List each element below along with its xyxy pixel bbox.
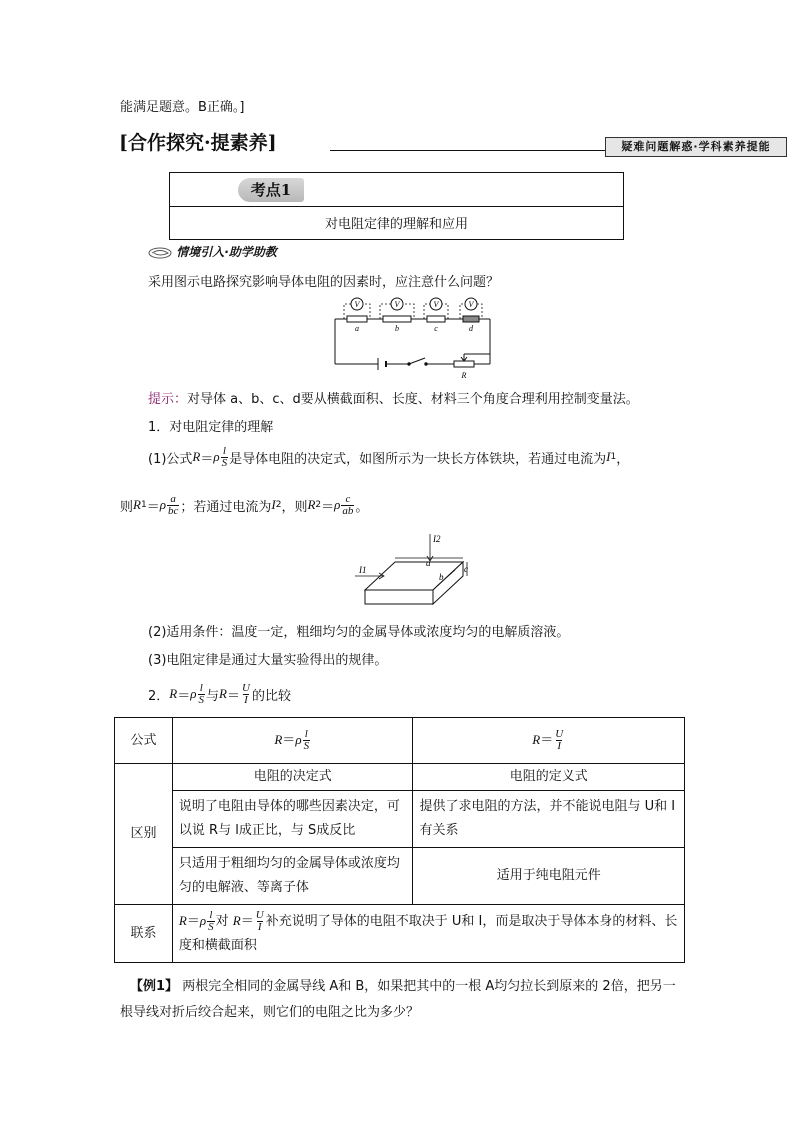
table-row <box>115 905 685 963</box>
fraction-U-over-I <box>241 683 251 706</box>
frac-num: l <box>222 444 226 457</box>
formula-line-2 <box>120 488 368 522</box>
example-text: 两根完全相同的金属导线 A和 B，如果把其中的一根 A均匀拉长到原来的 2倍，把另一根导线对折后绞合起来，则它们的电阻之比为多少？ <box>120 979 676 1020</box>
kaodian-title: 对电阻定律的理解和应用 <box>324 217 468 232</box>
resistor-label: c <box>434 324 438 333</box>
fraction-a-over-bc <box>167 494 179 517</box>
text-fragment: ；若通过电流为 <box>180 499 272 515</box>
frac-num: U <box>555 728 564 740</box>
resistor-b <box>383 316 411 322</box>
hint-text: 对导体 a、b、c、d要从横截面积、长度、材料三个角度合理利用控制变量法。 <box>187 392 639 407</box>
text-fragment: (1)公式 <box>148 451 193 467</box>
math-sub: 1 <box>140 500 147 510</box>
example-paragraph <box>120 974 685 1026</box>
text-fragment: 则 <box>120 499 134 515</box>
math-symbol: I <box>606 449 611 464</box>
rheostat-icon <box>454 354 490 367</box>
frac-den: ab <box>342 504 354 517</box>
math-symbol: ＝ <box>177 688 191 704</box>
fraction-l-over-S <box>221 446 229 469</box>
fraction-l-over-S <box>303 729 311 752</box>
resistor-label: d <box>469 324 473 333</box>
math-symbol: ＝ <box>226 688 240 704</box>
iron-block-diagram <box>355 530 475 610</box>
circuit-diagram <box>330 294 495 380</box>
voltmeter-label: V <box>394 300 400 309</box>
dimension-label: c <box>464 564 468 574</box>
kaodian-box <box>169 172 624 240</box>
frac-num: U <box>255 909 264 921</box>
math-symbol: R <box>169 686 178 701</box>
math-symbol: ρ <box>334 497 341 512</box>
section-title: [合作探究·提素养] <box>119 132 277 154</box>
math-sub: 2 <box>315 500 322 510</box>
comparison-table <box>114 717 685 963</box>
math-symbol: ＝ <box>240 914 254 929</box>
switch-icon <box>408 358 427 365</box>
voltmeter-label: V <box>433 300 439 309</box>
fraction-l-over-S <box>207 910 215 933</box>
heading-2 <box>148 677 291 711</box>
text-fragment: 。 <box>355 499 369 515</box>
math-sub: 1 <box>610 452 617 462</box>
math-symbol: R <box>232 913 241 928</box>
table-cell: 说明了电阻由导体的哪些因素决定，可以说 R与 l成正比，与 S成反比 <box>172 791 413 848</box>
condition-text: (2)适用条件：温度一定，粗细均匀的金属导体或浓度均匀的电解质溶液。 <box>148 625 570 640</box>
math-symbol: ＝ <box>282 733 296 748</box>
text-fragment: 的比较 <box>251 688 291 704</box>
math-symbol: R <box>219 686 227 701</box>
frac-den: I <box>557 740 562 752</box>
table-row <box>115 718 685 764</box>
frac-den: S <box>221 456 228 469</box>
hint-label: 提示： <box>148 392 188 407</box>
math-sub: 2 <box>275 500 282 510</box>
fraction-U-over-I <box>554 729 564 752</box>
table-row <box>115 791 685 848</box>
section-subtitle: 疑难问题解惑·学科素养提能 <box>605 137 787 157</box>
table-cell <box>413 718 685 764</box>
hint-line <box>148 388 639 407</box>
math-symbol: ＝ <box>321 499 335 515</box>
table-cell: 只适用于粗细均匀的金属导体或浓度均匀的电解液、等离子体 <box>172 848 413 905</box>
math-symbol: R <box>133 497 141 512</box>
math-symbol: ＝ <box>540 733 554 748</box>
current-label: I2 <box>433 534 441 544</box>
math-symbol: R <box>192 449 201 464</box>
table-cell <box>172 718 413 764</box>
frac-den: bc <box>167 504 179 517</box>
dimension-label: b <box>439 572 444 582</box>
kaodian-divider <box>170 206 623 207</box>
frac-den: I <box>257 921 262 933</box>
heading-1: 1．对电阻定律的理解 <box>148 420 274 435</box>
fraction-U-over-I <box>255 910 265 933</box>
table-row <box>115 764 685 791</box>
dimension-label: a <box>426 558 431 568</box>
fraction-c-over-ab <box>341 494 354 517</box>
math-symbol: R <box>307 497 316 512</box>
kaodian-label: 考点1 <box>238 178 304 202</box>
resistor-label: b <box>395 324 399 333</box>
fraction-l-over-S <box>198 683 206 706</box>
table-cell: 提供了求电阻的方法，并不能说电阻与 U和 I有关系 <box>413 791 685 848</box>
resistor-label: a <box>355 324 359 333</box>
table-cell: 电阻的定义式 <box>413 764 685 791</box>
frac-num: c <box>345 492 351 505</box>
spiral-icon <box>148 247 172 259</box>
math-symbol: I <box>271 497 276 512</box>
row-header: 公式 <box>115 718 173 764</box>
resistor-d <box>463 316 479 322</box>
qingjing-text: 情境引入·助学助教 <box>176 245 277 259</box>
math-symbol: ρ <box>199 913 207 928</box>
math-symbol: ρ <box>190 686 197 701</box>
frac-num: l <box>209 909 213 921</box>
frac-den: S <box>303 740 310 752</box>
voltmeter-label: V <box>468 300 474 309</box>
text-fragment: ，则 <box>281 499 308 515</box>
frac-den: S <box>198 693 204 706</box>
experiment-text: (3)电阻定律是通过大量实验得出的规律。 <box>148 653 388 668</box>
frac-den: I <box>244 693 248 706</box>
formula-line-1 <box>148 442 629 472</box>
text-fragment: 2． <box>148 688 170 704</box>
example-label: 【例1】 <box>130 979 179 994</box>
math-symbol: ρ <box>295 732 302 747</box>
text-fragment: 补充说明了导体的电阻不取决于 U和 I，而是取决于导体本身的材料、长度和横截面积 <box>178 914 678 953</box>
row-header: 区别 <box>115 764 173 905</box>
row-header: 联系 <box>115 905 173 963</box>
math-symbol: ρ <box>159 497 166 512</box>
math-symbol: ＝ <box>200 451 214 467</box>
math-symbol: ＝ <box>146 499 160 515</box>
text-fragment: ， <box>616 451 630 467</box>
math-symbol: ρ <box>213 449 220 464</box>
frac-den: S <box>208 921 214 933</box>
text-fragment: 对 <box>215 914 233 929</box>
math-symbol: R <box>178 913 187 928</box>
text-fragment: 与 <box>206 688 220 704</box>
frac-num: l <box>199 681 203 694</box>
resistor-c <box>427 316 445 322</box>
text-fragment: 是导体电阻的决定式，如图所示为一块长方体铁块，若通过电流为 <box>229 451 607 467</box>
table-cell: 电阻的决定式 <box>172 764 413 791</box>
math-symbol: R <box>274 732 283 747</box>
frac-num: U <box>241 681 250 694</box>
resistor-a <box>347 316 367 322</box>
voltmeter-label: V <box>354 300 360 309</box>
table-cell: 适用于纯电阻元件 <box>413 848 685 905</box>
frac-num: a <box>170 492 176 505</box>
qingjing-label <box>148 243 277 260</box>
battery-icon <box>378 358 386 370</box>
continuation-text: 能满足题意。B正确。] <box>120 100 245 115</box>
question-text: 采用图示电路探究影响导体电阻的因素时，应注意什么问题？ <box>148 275 500 290</box>
table-row <box>115 848 685 905</box>
rheostat-label: R <box>461 371 467 380</box>
current-label: I1 <box>359 565 367 575</box>
math-symbol: R <box>532 732 541 747</box>
math-symbol: ＝ <box>186 914 200 929</box>
table-cell <box>172 905 684 963</box>
frac-num: l <box>304 728 308 740</box>
